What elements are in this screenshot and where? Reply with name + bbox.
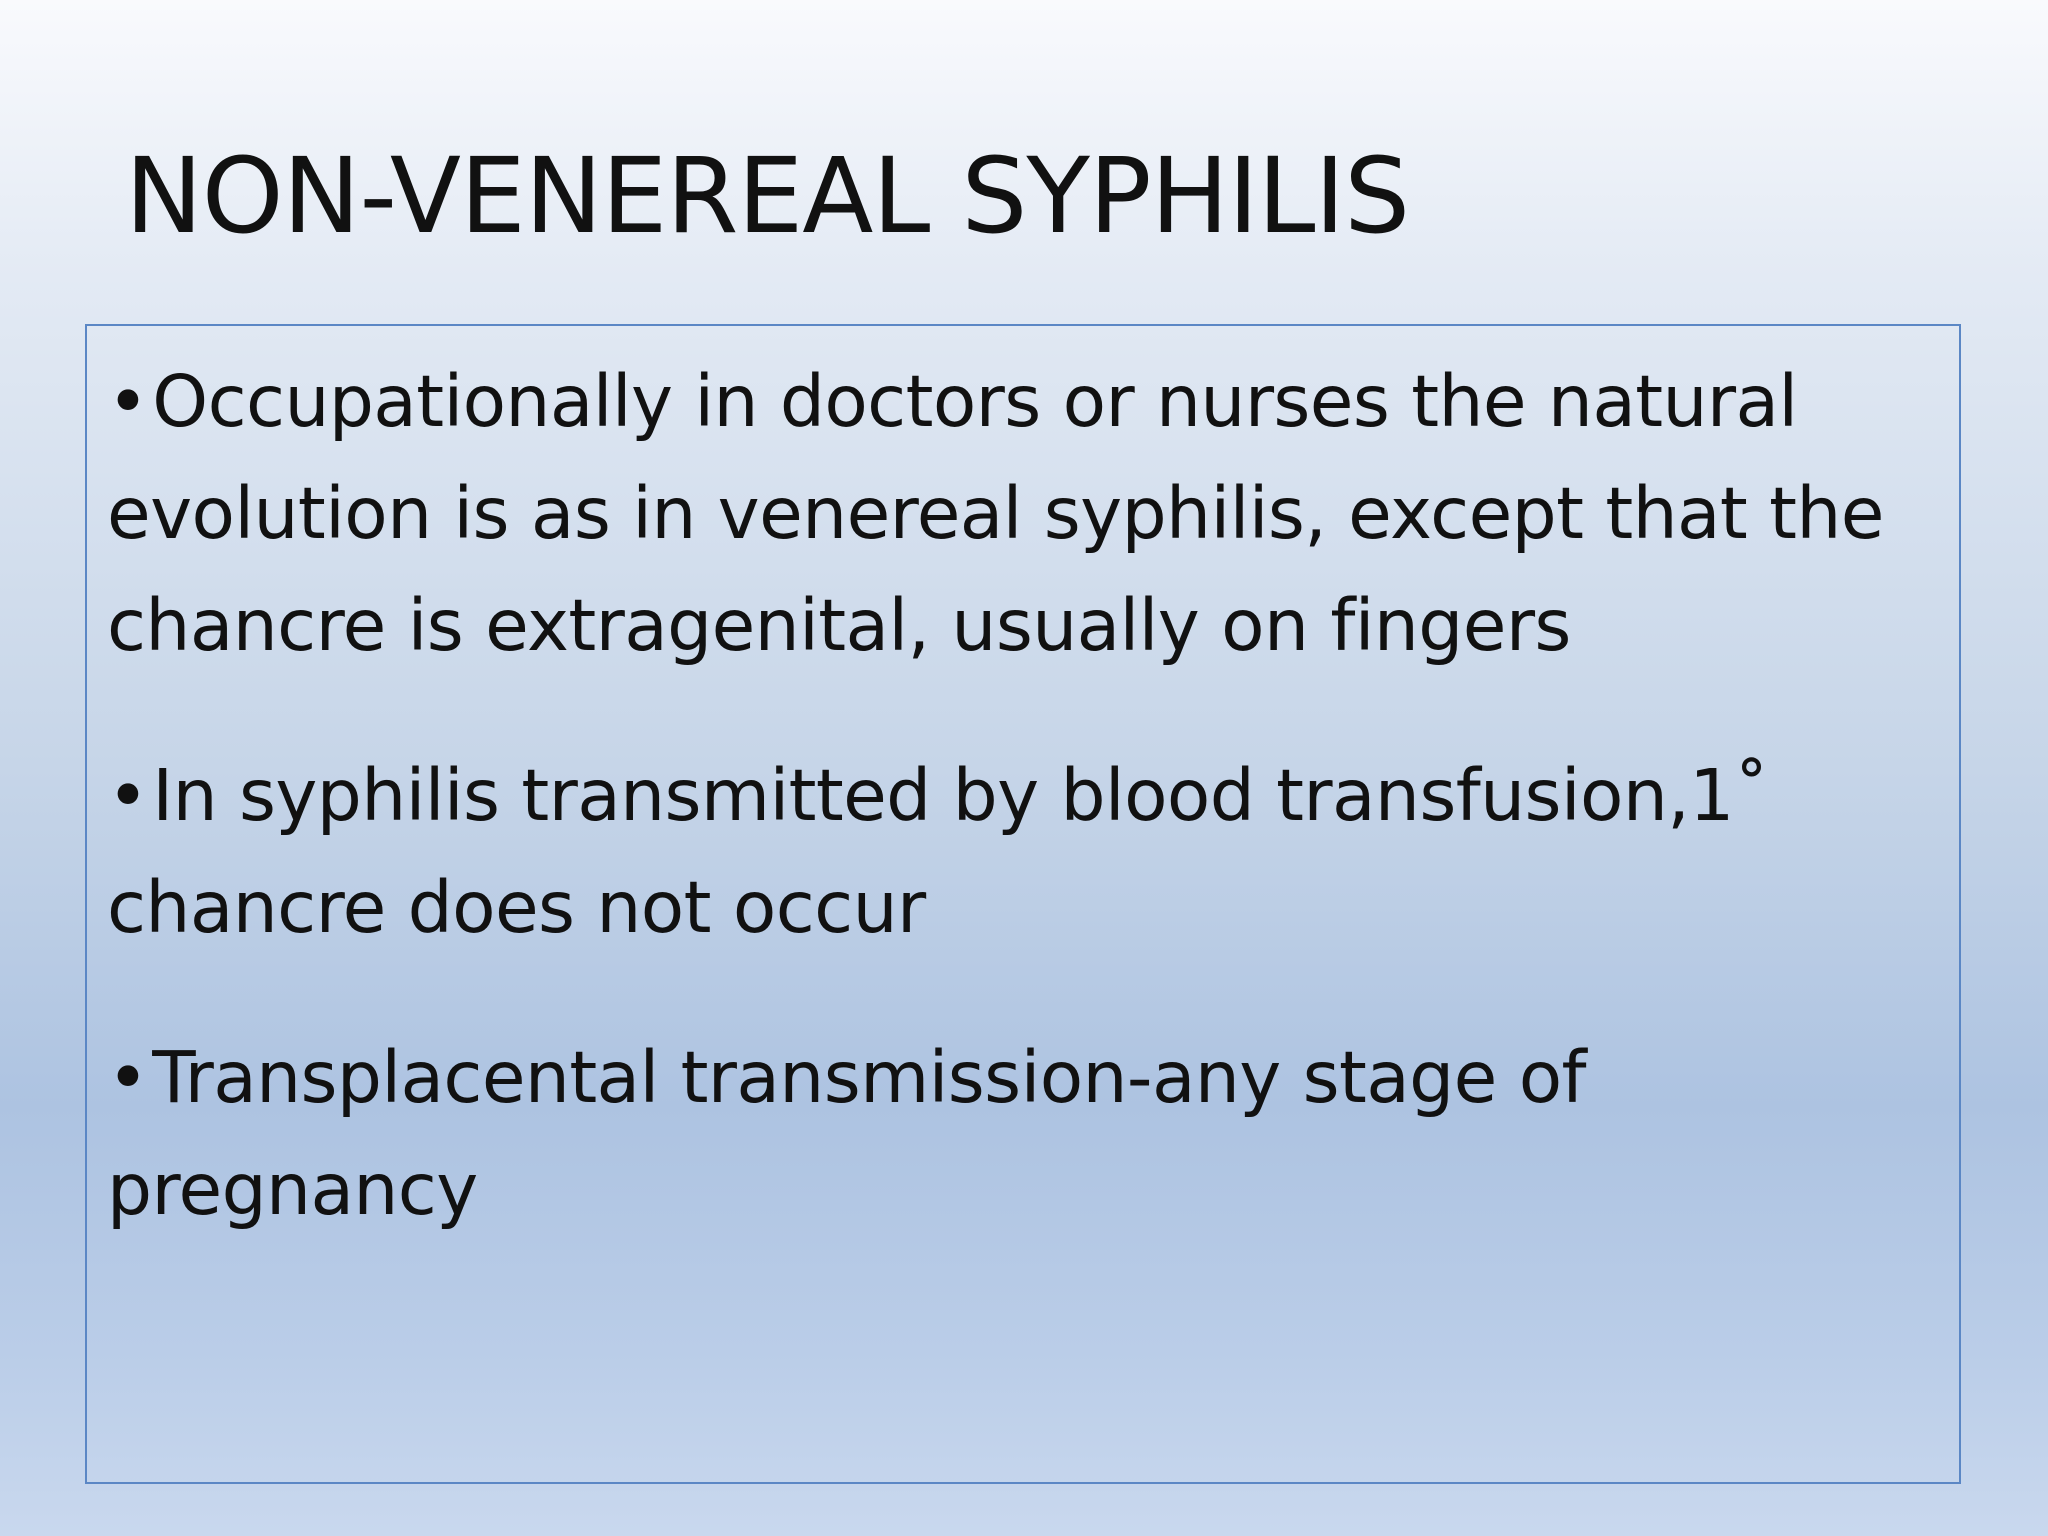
bullet-item <box>107 1022 1937 1246</box>
bullet-text: In syphilis transmitted by blood transfusion,1˚ chancre does not occur <box>107 754 1769 949</box>
bullet-dot-icon: • <box>107 754 149 837</box>
bullet-text: Transplacental transmission-any stage of pregnancy <box>107 1036 1586 1231</box>
bullet-item <box>107 346 1937 682</box>
slide-title: NON-VENEREAL SYPHILIS <box>125 135 1410 257</box>
bullet-list <box>107 346 1937 1304</box>
content-box <box>85 324 1961 1484</box>
bullet-text: Occupationally in doctors or nurses the natural evolution is as in venereal syphilis, except that the chancre is extragenital, usually on fingers <box>107 360 1884 667</box>
bullet-dot-icon: • <box>107 1036 149 1119</box>
bullet-dot-icon: • <box>107 360 149 443</box>
bullet-item <box>107 740 1937 964</box>
